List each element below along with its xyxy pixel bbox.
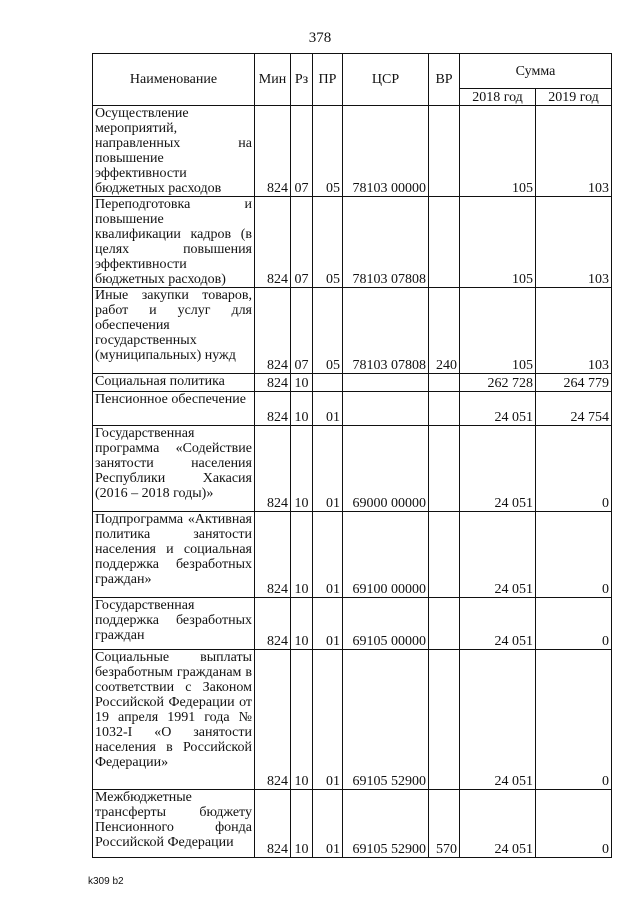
row-2019: 0: [536, 426, 612, 512]
row-rz: 10: [291, 374, 313, 392]
row-csr: 78103 07808: [343, 288, 429, 374]
row-rz: 10: [291, 650, 313, 790]
row-name: Государственная поддержка безработных граждан: [93, 598, 255, 650]
row-name: Межбюджетные трансферты бюджету Пенсионного фонда Российской Федерации: [93, 790, 255, 858]
row-min: 824: [255, 426, 291, 512]
row-name: Государственная программа «Содействие занятости населения Республики Хакасия (2016 – 2018 годы)»: [93, 426, 255, 512]
row-rz: 07: [291, 106, 313, 197]
row-min: 824: [255, 197, 291, 288]
row-min: 824: [255, 650, 291, 790]
row-vr: [429, 197, 460, 288]
row-min: 824: [255, 288, 291, 374]
footer-code: k309 b2: [88, 876, 124, 887]
row-2018: 105: [460, 288, 536, 374]
row-pr: 01: [313, 790, 343, 858]
table-row: [93, 598, 612, 650]
row-2018: 105: [460, 106, 536, 197]
row-2018: 24 051: [460, 650, 536, 790]
header-csr: ЦСР: [343, 54, 429, 106]
row-pr: 01: [313, 512, 343, 598]
row-rz: 10: [291, 598, 313, 650]
row-csr: 69000 00000: [343, 426, 429, 512]
row-rz: 10: [291, 790, 313, 858]
header-rz: Рз: [291, 54, 313, 106]
row-name: Переподготовка и повышение квалификации кадров (в целях повышения эффективности бюджетных расходов): [93, 197, 255, 288]
row-csr: 69105 00000: [343, 598, 429, 650]
row-rz: 07: [291, 288, 313, 374]
row-vr: [429, 106, 460, 197]
row-2019: 103: [536, 197, 612, 288]
row-vr: [429, 512, 460, 598]
row-2018: 24 051: [460, 790, 536, 858]
row-2018: 24 051: [460, 512, 536, 598]
row-rz: 10: [291, 426, 313, 512]
row-name: Пенсионное обеспечение: [93, 392, 255, 426]
header-2018: 2018 год: [460, 89, 536, 106]
row-csr: 78103 00000: [343, 106, 429, 197]
row-2018: 262 728: [460, 374, 536, 392]
table-row: [93, 197, 612, 288]
header-min: Мин: [255, 54, 291, 106]
row-vr: [429, 650, 460, 790]
row-vr: [429, 374, 460, 392]
row-2018: 24 051: [460, 426, 536, 512]
table-row: [93, 288, 612, 374]
table-row: [93, 512, 612, 598]
row-vr: 570: [429, 790, 460, 858]
row-2019: 24 754: [536, 392, 612, 426]
row-pr: 01: [313, 392, 343, 426]
table-row: [93, 650, 612, 790]
row-csr: [343, 392, 429, 426]
row-pr: 05: [313, 197, 343, 288]
row-pr: 05: [313, 106, 343, 197]
row-name: Подпрограмма «Активная политика занятости населения и социальная поддержка безработных граждан»: [93, 512, 255, 598]
row-pr: 05: [313, 288, 343, 374]
row-name: Социальная политика: [93, 374, 255, 392]
row-min: 824: [255, 374, 291, 392]
row-vr: [429, 392, 460, 426]
row-min: 824: [255, 106, 291, 197]
row-rz: 07: [291, 197, 313, 288]
row-2019: 264 779: [536, 374, 612, 392]
row-name: Социальные выплаты безработным гражданам в соответствии с Законом Российской Федерации от 19 апреля 1991 года № 1032-I «О занятости населения в Российской Федерации»: [93, 650, 255, 790]
row-2019: 0: [536, 512, 612, 598]
table-row: [93, 106, 612, 197]
row-min: 824: [255, 392, 291, 426]
row-pr: 01: [313, 650, 343, 790]
row-2018: 24 051: [460, 598, 536, 650]
row-name: Иные закупки товаров, работ и услуг для обеспечения государственных (муниципальных) нужд: [93, 288, 255, 374]
header-name: Наименование: [93, 54, 255, 106]
row-pr: 01: [313, 426, 343, 512]
row-pr: [313, 374, 343, 392]
header-2019: 2019 год: [536, 89, 612, 106]
row-min: 824: [255, 598, 291, 650]
header-pr: ПР: [313, 54, 343, 106]
row-csr: 69105 52900: [343, 790, 429, 858]
row-rz: 10: [291, 512, 313, 598]
row-2019: 0: [536, 650, 612, 790]
table-row: [93, 374, 612, 392]
row-2018: 24 051: [460, 392, 536, 426]
budget-table: [92, 53, 612, 858]
row-min: 824: [255, 790, 291, 858]
row-csr: [343, 374, 429, 392]
row-name: Осуществление мероприятий, направленных на повышение эффективности бюджетных расходов: [93, 106, 255, 197]
row-vr: [429, 598, 460, 650]
row-csr: 69105 52900: [343, 650, 429, 790]
row-2018: 105: [460, 197, 536, 288]
row-pr: 01: [313, 598, 343, 650]
table-row: [93, 790, 612, 858]
row-min: 824: [255, 512, 291, 598]
header-vr: ВР: [429, 54, 460, 106]
page-number: 378: [308, 30, 332, 46]
table-row: [93, 426, 612, 512]
row-2019: 0: [536, 598, 612, 650]
row-2019: 103: [536, 106, 612, 197]
row-csr: 69100 00000: [343, 512, 429, 598]
row-2019: 0: [536, 790, 612, 858]
table-row: [93, 392, 612, 426]
row-2019: 103: [536, 288, 612, 374]
row-vr: [429, 426, 460, 512]
header-sum: Сумма: [460, 54, 612, 89]
row-rz: 10: [291, 392, 313, 426]
row-vr: 240: [429, 288, 460, 374]
row-csr: 78103 07808: [343, 197, 429, 288]
